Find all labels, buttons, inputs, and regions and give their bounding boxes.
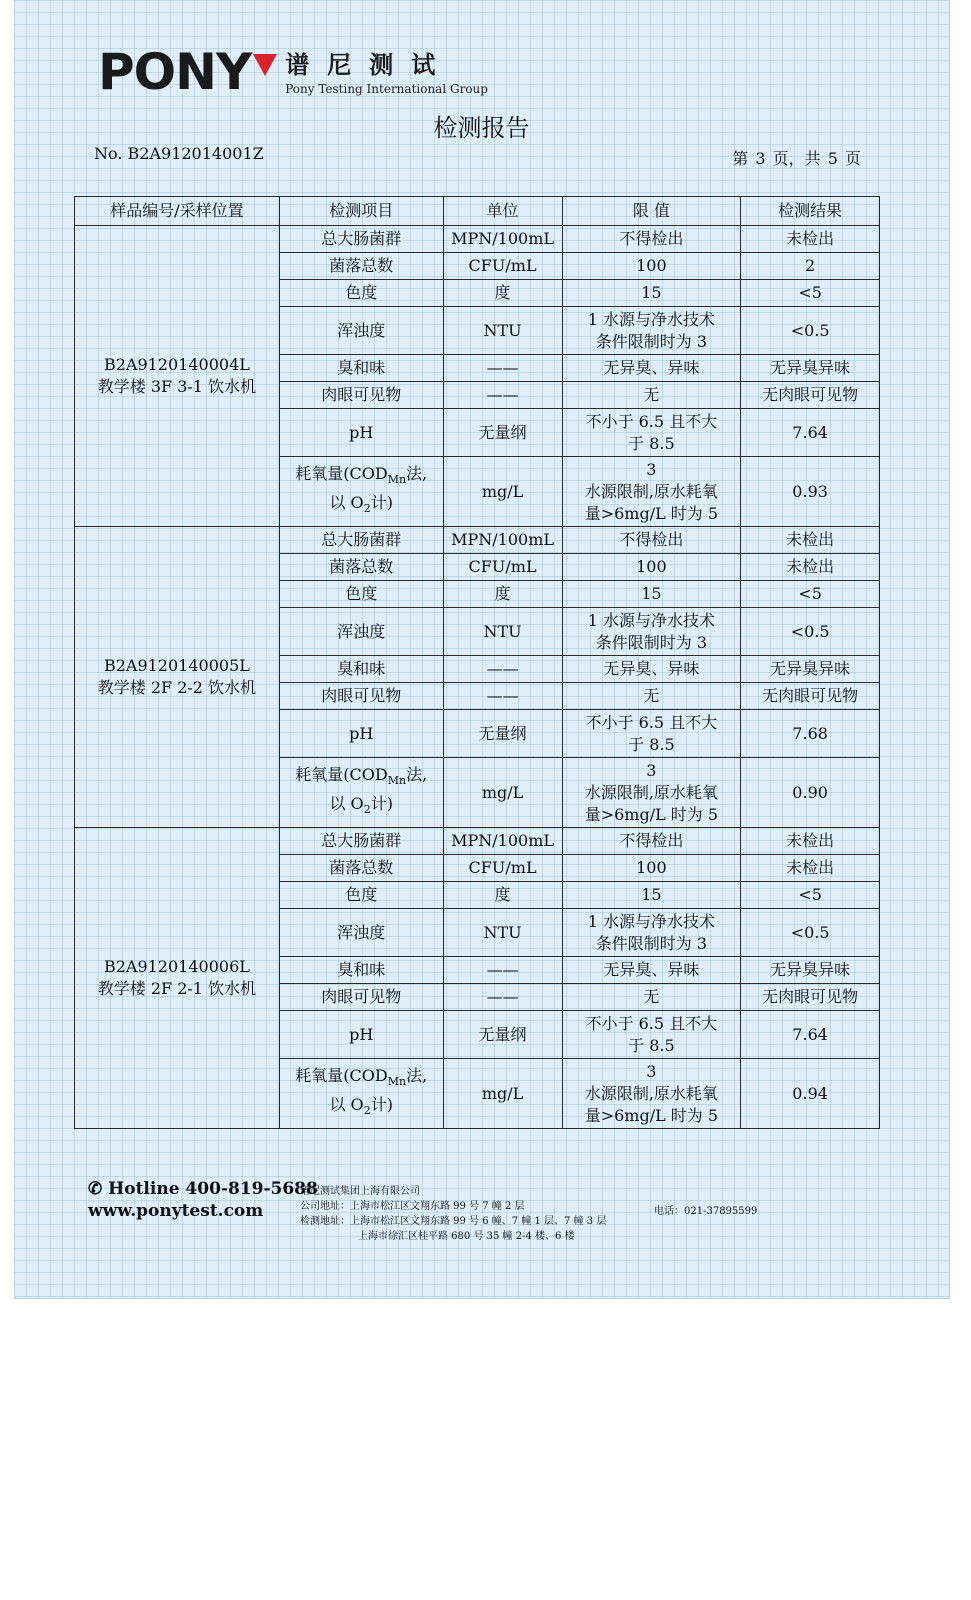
item-name-cell: 肉眼可见物 bbox=[279, 683, 443, 710]
item-name-cell: 浑浊度 bbox=[279, 307, 443, 355]
sample-location: 教学楼 2F 2-2 饮水机 bbox=[97, 678, 257, 697]
item-name-cell: 肉眼可见物 bbox=[279, 382, 443, 409]
item-name-cell: 总大肠菌群 bbox=[279, 527, 443, 554]
limit-line: 3 bbox=[646, 459, 657, 479]
unit-cell: MPN/100mL bbox=[443, 828, 562, 855]
limit-line: 量>6mg/L 时为 5 bbox=[584, 804, 719, 824]
limit-line: 水源限制,原水耗氧 bbox=[584, 1083, 718, 1103]
company-logo bbox=[98, 43, 488, 101]
limit-cell bbox=[562, 409, 741, 457]
item-name-sub: 2 bbox=[363, 1103, 371, 1117]
unit-cell: 无量纲 bbox=[443, 710, 562, 758]
unit-cell: CFU/mL bbox=[443, 253, 562, 280]
result-cell: 7.68 bbox=[741, 710, 880, 758]
page-indicator: 第 3 页，共 5 页 bbox=[732, 149, 861, 168]
col-header-unit: 单位 bbox=[443, 197, 562, 226]
limit-line: 无异臭、异味 bbox=[603, 358, 700, 377]
limit-line: 不得检出 bbox=[619, 530, 684, 549]
unit-cell: 无量纲 bbox=[443, 1011, 562, 1059]
item-name-cell bbox=[279, 457, 443, 527]
result-cell: 0.94 bbox=[741, 1059, 880, 1129]
limit-line: 无异臭、异味 bbox=[603, 659, 700, 678]
unit-cell: mg/L bbox=[443, 758, 562, 828]
unit-cell: 度 bbox=[443, 280, 562, 307]
item-name-cell: 菌落总数 bbox=[279, 855, 443, 882]
unit-cell: —— bbox=[443, 683, 562, 710]
item-name-cell: 浑浊度 bbox=[279, 608, 443, 656]
limit-line: 100 bbox=[636, 858, 667, 877]
col-header-limit: 限 值 bbox=[562, 197, 741, 226]
lab-address-2: 上海市徐汇区桂平路 680 号 35 幢 2-4 楼、6 楼 bbox=[358, 1231, 575, 1242]
limit-line: 3 bbox=[646, 1061, 657, 1081]
sample-id: B2A9120140004L bbox=[103, 355, 250, 374]
limit-line: 量>6mg/L 时为 5 bbox=[584, 503, 719, 523]
limit-cell bbox=[562, 355, 741, 382]
report-sheet bbox=[14, 0, 950, 1299]
unit-cell: 无量纲 bbox=[443, 409, 562, 457]
logo-wordmark: PONY bbox=[98, 43, 252, 101]
result-cell: 未检出 bbox=[741, 554, 880, 581]
limit-cell bbox=[562, 1059, 741, 1129]
result-cell: 7.64 bbox=[741, 409, 880, 457]
hotline-text: ✆ Hotline 400-819-5688 bbox=[88, 1179, 318, 1199]
table-row bbox=[75, 226, 880, 253]
item-name-cell: 菌落总数 bbox=[279, 554, 443, 581]
item-name-cell: pH bbox=[279, 409, 443, 457]
col-header-sample: 样品编号/采样位置 bbox=[75, 197, 280, 226]
result-cell: <5 bbox=[741, 280, 880, 307]
limit-line: 量>6mg/L 时为 5 bbox=[584, 1105, 719, 1125]
table-header-row bbox=[75, 197, 880, 226]
limit-line: 1 水源与净水技术 bbox=[587, 911, 716, 931]
page-footer bbox=[88, 1178, 888, 1242]
limit-cell bbox=[562, 909, 741, 957]
sample-location: 教学楼 3F 3-1 饮水机 bbox=[97, 377, 257, 396]
limit-line: 1 水源与净水技术 bbox=[587, 610, 716, 630]
logo-english-name: Pony Testing International Group bbox=[285, 82, 488, 96]
item-name-cell: 总大肠菌群 bbox=[279, 226, 443, 253]
item-name-text: 法, bbox=[406, 765, 428, 785]
unit-cell: —— bbox=[443, 984, 562, 1011]
unit-cell: —— bbox=[443, 957, 562, 984]
limit-line: 无异臭、异味 bbox=[603, 960, 700, 979]
result-cell: <0.5 bbox=[741, 608, 880, 656]
unit-cell: MPN/100mL bbox=[443, 226, 562, 253]
unit-cell: CFU/mL bbox=[443, 554, 562, 581]
sample-id: B2A9120140005L bbox=[103, 656, 250, 675]
result-cell: 2 bbox=[741, 253, 880, 280]
result-cell: <5 bbox=[741, 581, 880, 608]
limit-line: 100 bbox=[636, 256, 667, 275]
result-cell: 无异臭异味 bbox=[741, 355, 880, 382]
item-name-sub: Mn bbox=[387, 473, 407, 487]
limit-line: 条件限制时为 3 bbox=[595, 331, 708, 351]
item-name-cell: 臭和味 bbox=[279, 656, 443, 683]
limit-line: 条件限制时为 3 bbox=[595, 632, 708, 652]
limit-cell bbox=[562, 758, 741, 828]
result-cell: 未检出 bbox=[741, 226, 880, 253]
result-cell: 无异臭异味 bbox=[741, 957, 880, 984]
unit-cell: NTU bbox=[443, 909, 562, 957]
limit-cell bbox=[562, 1011, 741, 1059]
limit-line: 无 bbox=[643, 385, 660, 404]
limit-cell bbox=[562, 280, 741, 307]
result-cell: 未检出 bbox=[741, 828, 880, 855]
company-name: 谱尼测试集团上海有限公司 bbox=[300, 1186, 420, 1197]
limit-line: 不得检出 bbox=[619, 831, 684, 850]
limit-cell bbox=[562, 683, 741, 710]
unit-cell: CFU/mL bbox=[443, 855, 562, 882]
limit-line: 无 bbox=[643, 686, 660, 705]
lab-address-1: 检测地址：上海市松江区文翔东路 99 号 6 幢、7 幢 1 层、7 幢 3 层 bbox=[300, 1216, 607, 1227]
limit-cell bbox=[562, 608, 741, 656]
item-name-text: 以 O bbox=[329, 492, 364, 512]
limit-line: 1 水源与净水技术 bbox=[587, 309, 716, 329]
unit-cell: 度 bbox=[443, 581, 562, 608]
result-cell: 7.64 bbox=[741, 1011, 880, 1059]
item-name-text: 法, bbox=[406, 464, 428, 484]
limit-line: 不小于 6.5 且不大 bbox=[585, 712, 718, 732]
result-cell: <5 bbox=[741, 882, 880, 909]
result-cell: 未检出 bbox=[741, 527, 880, 554]
limit-line: 于 8.5 bbox=[628, 433, 675, 453]
item-name-text: 计) bbox=[370, 492, 393, 512]
limit-cell bbox=[562, 554, 741, 581]
limit-line: 于 8.5 bbox=[628, 1035, 675, 1055]
item-name-cell: 肉眼可见物 bbox=[279, 984, 443, 1011]
report-number: No. B2A912014001Z bbox=[94, 144, 264, 163]
limit-line: 100 bbox=[636, 557, 667, 576]
item-name-text: 法, bbox=[406, 1066, 428, 1086]
result-cell: 未检出 bbox=[741, 855, 880, 882]
item-name-sub: 2 bbox=[363, 802, 371, 816]
unit-cell: NTU bbox=[443, 608, 562, 656]
unit-cell: —— bbox=[443, 355, 562, 382]
item-name-cell: 色度 bbox=[279, 280, 443, 307]
limit-line: 无 bbox=[643, 987, 660, 1006]
limit-line: 15 bbox=[641, 584, 662, 603]
limit-line: 3 bbox=[646, 760, 657, 780]
unit-cell: mg/L bbox=[443, 1059, 562, 1129]
limit-line: 不小于 6.5 且不大 bbox=[585, 411, 718, 431]
item-name-text: 耗氧量(COD bbox=[295, 765, 388, 785]
limit-line: 15 bbox=[641, 283, 662, 302]
item-name-text: 计) bbox=[370, 1094, 393, 1114]
item-name-text: 以 O bbox=[329, 793, 364, 813]
unit-cell: 度 bbox=[443, 882, 562, 909]
item-name-cell: 浑浊度 bbox=[279, 909, 443, 957]
result-cell: <0.5 bbox=[741, 307, 880, 355]
limit-line: 15 bbox=[641, 885, 662, 904]
limit-cell bbox=[562, 855, 741, 882]
item-name-text: 计) bbox=[370, 793, 393, 813]
result-cell: 无肉眼可见物 bbox=[741, 382, 880, 409]
limit-line: 不得检出 bbox=[619, 229, 684, 248]
limit-cell bbox=[562, 984, 741, 1011]
limit-cell bbox=[562, 382, 741, 409]
item-name-text: 耗氧量(COD bbox=[295, 1066, 388, 1086]
report-title: 检测报告 bbox=[433, 114, 530, 142]
item-name-cell bbox=[279, 1059, 443, 1129]
unit-cell: —— bbox=[443, 382, 562, 409]
item-name-cell: 臭和味 bbox=[279, 957, 443, 984]
sample-cell bbox=[75, 828, 280, 1129]
results-table bbox=[74, 196, 880, 1129]
item-name-cell: 臭和味 bbox=[279, 355, 443, 382]
result-cell: <0.5 bbox=[741, 909, 880, 957]
item-name-cell: 菌落总数 bbox=[279, 253, 443, 280]
item-name-cell: 色度 bbox=[279, 882, 443, 909]
limit-line: 水源限制,原水耗氧 bbox=[584, 481, 718, 501]
sample-cell bbox=[75, 527, 280, 828]
limit-cell bbox=[562, 710, 741, 758]
unit-cell: —— bbox=[443, 656, 562, 683]
limit-line: 水源限制,原水耗氧 bbox=[584, 782, 718, 802]
result-cell: 0.93 bbox=[741, 457, 880, 527]
result-cell: 0.90 bbox=[741, 758, 880, 828]
item-name-sub: Mn bbox=[387, 1075, 407, 1089]
item-name-cell: 色度 bbox=[279, 581, 443, 608]
table-body bbox=[75, 226, 880, 1129]
sample-location: 教学楼 2F 2-1 饮水机 bbox=[97, 979, 257, 998]
item-name-sub: 2 bbox=[363, 501, 371, 515]
table-row bbox=[75, 828, 880, 855]
limit-line: 条件限制时为 3 bbox=[595, 933, 708, 953]
result-cell: 无肉眼可见物 bbox=[741, 984, 880, 1011]
unit-cell: NTU bbox=[443, 307, 562, 355]
phone-number: 电话：021-37895599 bbox=[654, 1206, 758, 1217]
company-address: 公司地址：上海市松江区文翔东路 99 号 7 幢 2 层 bbox=[300, 1201, 525, 1212]
limit-cell bbox=[562, 226, 741, 253]
result-cell: 无肉眼可见物 bbox=[741, 683, 880, 710]
limit-cell bbox=[562, 527, 741, 554]
unit-cell: MPN/100mL bbox=[443, 527, 562, 554]
logo-chinese-name: 谱尼测试 bbox=[285, 51, 454, 79]
limit-line: 于 8.5 bbox=[628, 734, 675, 754]
limit-cell bbox=[562, 882, 741, 909]
item-name-text: 耗氧量(COD bbox=[295, 464, 388, 484]
logo-triangle-icon bbox=[253, 54, 277, 76]
item-name-cell: 总大肠菌群 bbox=[279, 828, 443, 855]
item-name-cell: pH bbox=[279, 1011, 443, 1059]
col-header-result: 检测结果 bbox=[741, 197, 880, 226]
limit-cell bbox=[562, 957, 741, 984]
limit-cell bbox=[562, 828, 741, 855]
limit-cell bbox=[562, 581, 741, 608]
result-cell: 无异臭异味 bbox=[741, 656, 880, 683]
website-text: www.ponytest.com bbox=[88, 1201, 264, 1221]
item-name-text: 以 O bbox=[329, 1094, 364, 1114]
limit-line: 不小于 6.5 且不大 bbox=[585, 1013, 718, 1033]
address-block bbox=[300, 1184, 606, 1244]
item-name-sub: Mn bbox=[387, 774, 407, 788]
sample-cell bbox=[75, 226, 280, 527]
sample-id: B2A9120140006L bbox=[103, 957, 250, 976]
col-header-item: 检测项目 bbox=[279, 197, 443, 226]
limit-cell bbox=[562, 457, 741, 527]
limit-cell bbox=[562, 656, 741, 683]
table-row bbox=[75, 527, 880, 554]
unit-cell: mg/L bbox=[443, 457, 562, 527]
item-name-cell: pH bbox=[279, 710, 443, 758]
item-name-cell bbox=[279, 758, 443, 828]
limit-cell bbox=[562, 307, 741, 355]
limit-cell bbox=[562, 253, 741, 280]
